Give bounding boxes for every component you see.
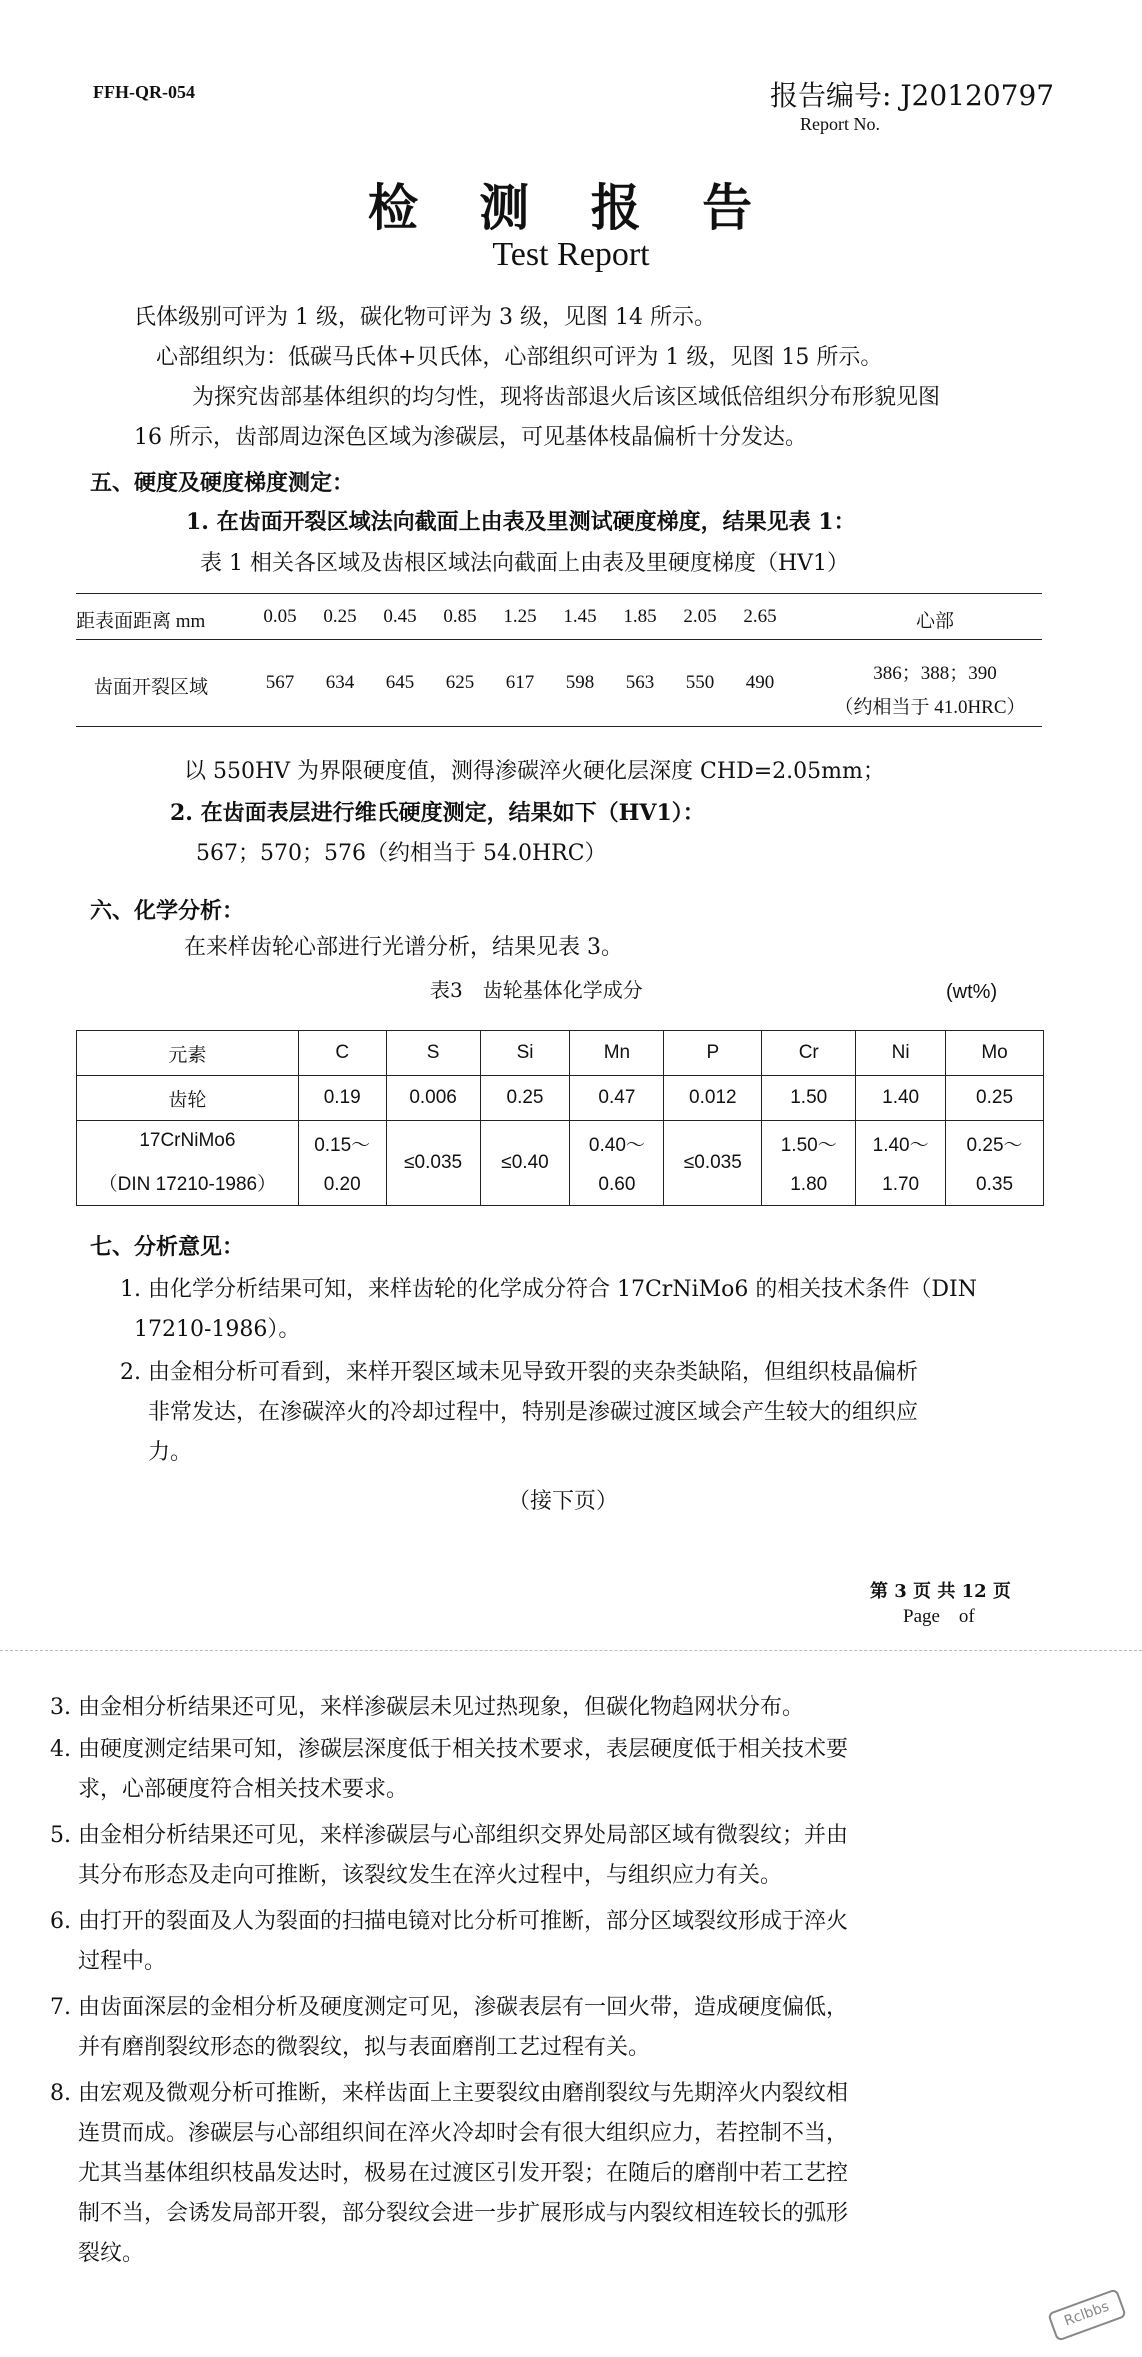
chem-header-cell: C [298,1031,386,1076]
distance-cell: 1.45 [563,606,597,627]
table-header-rule [76,639,1042,640]
table-bottom-rule [76,726,1042,727]
chem-cell [946,1121,1044,1206]
chem-cell [856,1121,946,1206]
opinion-8-line-3: 尤其当基体组织枝晶发达时，极易在过渡区引发开裂；在随后的磨削中若工艺控 [78,2161,849,2186]
chem-cell: 0.25 [480,1076,570,1121]
chem-sample-row [77,1076,1044,1121]
range-max: 1.70 [882,1174,920,1196]
opinion-8-line-4: 制不当，会诱发局部开裂，部分裂纹会进一步扩展形成与内裂纹相连较长的弧形 [78,2201,849,2226]
surface-hardness-values: 567；570；576（约相当于 54.0HRC） [196,841,607,866]
chd-result: 以 550HV 为界限硬度值，测得渗碳淬火硬化层深度 CHD=2.05mm； [184,759,885,784]
report-title-en: Test Report [492,236,650,273]
chem-header-row [77,1031,1044,1076]
chem-header-cell: P [664,1031,762,1076]
chem-cell: 0.47 [570,1076,664,1121]
section-6-heading: 六、化学分析： [90,898,245,924]
section-5-item-2: 2. 在齿面表层进行维氏硬度测定，结果如下（HV1）： [170,800,705,826]
chem-cell: 0.25 [946,1076,1044,1121]
hardness-value-cell: 634 [325,672,355,693]
report-title-cn: 检 测 报 告 [367,178,775,237]
form-code: FFH-QR-054 [93,82,195,102]
paragraph-2: 心部组织为：低碳马氏体+贝氏体，心部组织可评为 1 级，见图 15 所示。 [156,345,883,370]
opinion-2-line-3: 力。 [148,1440,193,1465]
standard-grade: 17CrNiMo6 [139,1129,236,1151]
chem-header-cell: Mn [570,1031,664,1076]
distance-cell: 1.25 [503,606,537,627]
opinion-3: 3. 由金相分析结果还可见，来样渗碳层未见过热现象，但碳化物趋网状分布。 [50,1695,804,1720]
chem-header-cell: Cr [762,1031,856,1076]
opinion-7-line-1: 7. 由齿面深层的金相分析及硬度测定可见，渗碳表层有一回火带，造成硬度偏低， [50,1995,848,2020]
opinion-2-line-1: 2. 由金相分析可看到，来样开裂区域未见导致开裂的夹杂类缺陷，但组织枝晶偏析 [120,1360,918,1385]
hardness-value-cell: 598 [565,672,595,693]
opinion-5-line-2: 其分布形态及走向可推断，该裂纹发生在淬火过程中，与组织应力有关。 [78,1863,783,1888]
chemistry-table [76,1030,1044,1206]
core-header: 心部 [915,611,954,632]
chem-standard-row [77,1121,1044,1206]
core-values: 386；388；390 [873,663,997,684]
range-max: 0.35 [976,1174,1014,1196]
range-min: 0.15～ [314,1134,371,1156]
section-5-item-1: 1. 在齿面开裂区域法向截面上由表及里测试硬度梯度，结果见表 1： [186,509,856,535]
chem-cell [77,1121,299,1206]
opinion-7-line-2: 并有磨削裂纹形态的微裂纹，拟与表面磨削工艺过程有关。 [78,2035,651,2060]
chem-table-unit: (wt%) [946,981,998,1003]
chem-cell: 0.19 [298,1076,386,1121]
range-max: 0.20 [323,1174,361,1196]
chem-cell: ≤0.40 [480,1121,570,1206]
page-divider [0,1650,1142,1652]
opinion-1-line-2: 17210-1986）。 [134,1317,301,1342]
opinion-6-line-1: 6. 由打开的裂面及人为裂面的扫描电镜对比分析可推断，部分区域裂纹形成于淬火 [50,1909,848,1934]
report-number-en: Report No. [800,114,880,134]
range-min: 0.40～ [588,1134,645,1156]
chem-cell: 1.50 [762,1076,856,1121]
chem-cell: 齿轮 [77,1076,299,1121]
paragraph-1: 氏体级别可评为 1 级，碳化物可评为 3 级，见图 14 所示。 [134,305,716,330]
table-top-rule [76,593,1042,594]
opinion-6-line-2: 过程中。 [78,1949,167,1974]
chem-cell: ≤0.035 [664,1121,762,1206]
range-max: 0.60 [598,1174,636,1196]
opinion-8-line-5: 裂纹。 [78,2241,145,2266]
page-number-en: Page of [903,1606,975,1627]
watermark-stamp: Rclbbs [1047,2288,1127,2342]
opinion-2-line-2: 非常发达，在渗碳淬火的冷却过程中，特别是渗碳过渡区域会产生较大的组织应 [148,1400,919,1425]
section-7-heading: 七、分析意见： [90,1234,245,1260]
range-min: 0.25～ [966,1134,1023,1156]
chem-cell: 0.012 [664,1076,762,1121]
opinion-4-line-1: 4. 由硬度测定结果可知，渗碳层深度低于相关技术要求，表层硬度低于相关技术要 [50,1737,848,1762]
report-number: 报告编号: J20120797 [770,79,1055,112]
opinion-1-line-1: 1. 由化学分析结果可知，来样齿轮的化学成分符合 17CrNiMo6 的相关技术条件（DIN [120,1277,977,1302]
chem-cell [570,1121,664,1206]
row-label-crack-area: 齿面开裂区域 [94,677,209,698]
distance-cell: 0.45 [383,606,417,627]
standard-reference: （DIN 17210-1986） [98,1174,277,1196]
distance-cell: 2.65 [743,606,777,627]
hardness-value-cell: 567 [265,672,295,693]
chem-header-cell: S [386,1031,480,1076]
hardness-value-cell: 617 [505,672,535,693]
chem-table-caption: 表3 齿轮基体化学成分 [430,978,643,1002]
distance-cell: 0.25 [323,606,357,627]
chem-cell [298,1121,386,1206]
range-min: 1.40～ [872,1134,929,1156]
chem-header-cell: Ni [856,1031,946,1076]
hardness-value-cell: 563 [625,672,655,693]
hardness-value-cell: 550 [685,672,715,693]
chem-cell: 0.006 [386,1076,480,1121]
chem-cell: ≤0.035 [386,1121,480,1206]
distance-cell: 1.85 [623,606,657,627]
chem-cell [762,1121,856,1206]
distance-header-label: 距表面距离 mm [76,611,206,632]
hardness-table-caption: 表 1 相关各区域及齿根区域法向截面上由表及里硬度梯度（HV1） [200,551,850,576]
chem-header-cell: Mo [946,1031,1044,1076]
opinion-5-line-1: 5. 由金相分析结果还可见，来样渗碳层与心部组织交界处局部区域有微裂纹；并由 [50,1823,848,1848]
opinion-8-line-2: 连贯而成。渗碳层与心部组织间在淬火冷却时会有很大组织应力，若控制不当， [78,2121,849,2146]
chem-cell: 1.40 [856,1076,946,1121]
chem-header-cell: Si [480,1031,570,1076]
range-min: 1.50～ [780,1134,837,1156]
paragraph-3a: 为探究齿部基体组织的均匀性，现将齿部退火后该区域低倍组织分布形貌见图 [192,385,941,410]
range-max: 1.80 [790,1174,828,1196]
opinion-8-line-1: 8. 由宏观及微观分析可推断，来样齿面上主要裂纹由磨削裂纹与先期淬火内裂纹相 [50,2081,848,2106]
distance-cell: 2.05 [683,606,717,627]
hardness-value-cell: 625 [445,672,475,693]
section-5-heading: 五、硬度及硬度梯度测定： [90,470,355,496]
distance-cell: 0.05 [263,606,297,627]
continued-note: （接下页） [508,1489,619,1514]
hardness-value-cell: 645 [385,672,415,693]
paragraph-3b: 16 所示，齿部周边深色区域为渗碳层，可见基体枝晶偏析十分发达。 [134,425,807,450]
opinion-4-line-2: 求，心部硬度符合相关技术要求。 [78,1777,409,1802]
section-6-intro: 在来样齿轮心部进行光谱分析，结果见表 3。 [184,935,623,960]
distance-cell: 0.85 [443,606,477,627]
core-hrc-note: （约相当于 41.0HRC） [834,697,1026,718]
page-number: 第 3 页 共 12 页 [870,1581,1011,1602]
chem-header-cell: 元素 [77,1031,299,1076]
hardness-value-cell: 490 [745,672,775,693]
